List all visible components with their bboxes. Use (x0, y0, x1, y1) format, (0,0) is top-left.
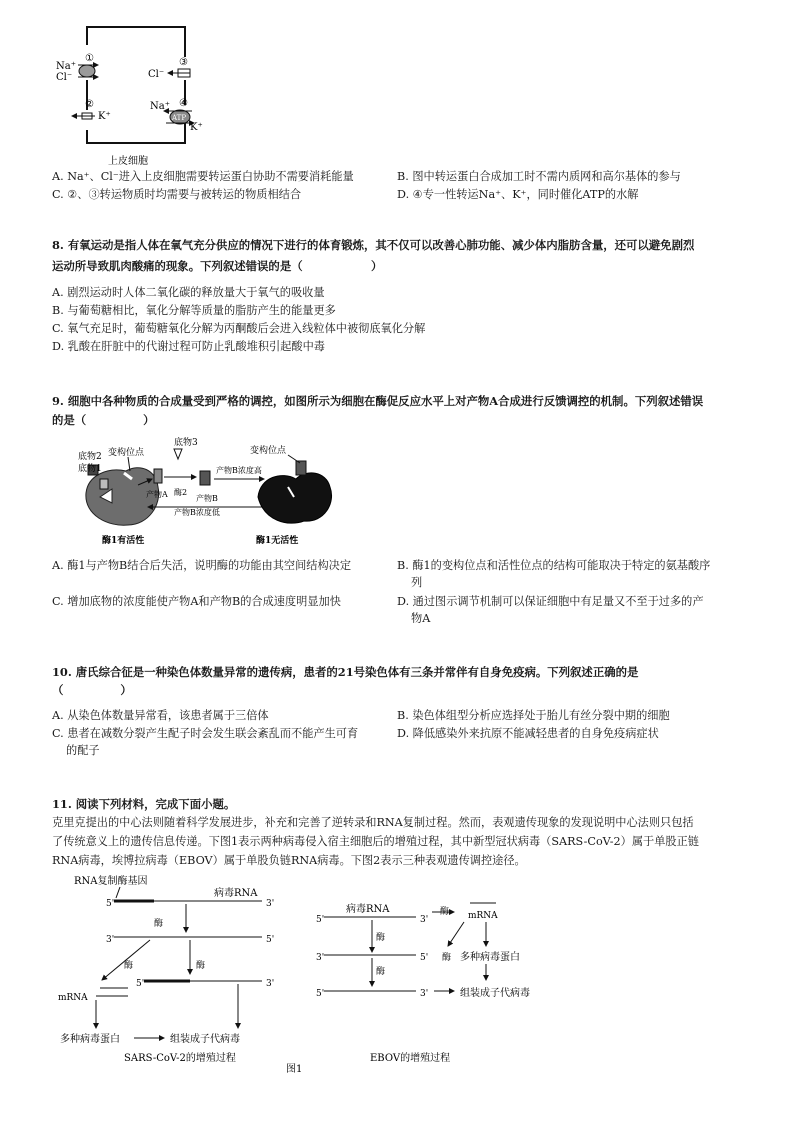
label-4: ④ (179, 98, 188, 109)
q10-option-d: D. 降低感染外来抗原不能减轻患者的自身免疫病症状 (397, 727, 659, 740)
substrate-2 (100, 479, 108, 489)
atp-label: ATP (172, 114, 187, 122)
ebov-enzyme-3: 酶 (440, 907, 450, 917)
q11-stem: 11. 阅读下列材料，完成下面小题。 (52, 797, 236, 811)
sars-3prime-3: 3' (266, 979, 275, 989)
transporter-1 (79, 65, 95, 77)
product-b (200, 471, 210, 485)
sars-proteins-label: 多种病毒蛋白 (60, 1034, 120, 1045)
q9-option-d-line2: 物A (411, 612, 431, 625)
enzyme-feedback-figure (78, 435, 378, 547)
sars-enzyme-3: 酶 (196, 961, 206, 971)
ebov-5prime-1: 5' (316, 915, 325, 925)
low-label: 产物B浓度低 (174, 508, 220, 517)
sars-enzyme-1: 酶 (154, 919, 164, 929)
cl-right: Cl⁻ (148, 69, 165, 80)
product-a (154, 469, 162, 483)
enzyme2-label: 酶2 (174, 488, 188, 497)
label-3: ③ (179, 57, 188, 68)
virus-rna-label-sars: 病毒RNA (214, 888, 258, 899)
allosteric-left-label: 变构位点 (108, 448, 145, 458)
sars-3prime-1: 3' (266, 899, 275, 909)
q9-option-d-line1: D. 通过图示调节机制可以保证细胞中有足量又不至于过多的产 (397, 595, 704, 608)
bound-product-b (296, 461, 306, 475)
q8-option-c: C. 氧气充足时，葡萄糖氧化分解为丙酮酸后会进入线粒体中被彻底氧化分解 (52, 322, 426, 335)
virus-rna-label-ebov: 病毒RNA (346, 904, 390, 915)
q8-option-a: A. 剧烈运动时人体二氧化碳的释放量大于氧气的吸收量 (52, 286, 325, 299)
q7-option-d: D. ④专一性转运Na⁺、K⁺，同时催化ATP的水解 (397, 188, 639, 201)
sars-5prime-3: 5' (136, 979, 145, 989)
product-b-label: 产物B (196, 494, 218, 503)
cell-outline (87, 27, 185, 143)
inactive-caption: 酶1无活性 (256, 536, 299, 546)
sars-5prime-2: 5' (266, 935, 275, 945)
ebov-assemble-label: 组装成子代病毒 (460, 988, 530, 999)
ebov-3prime-2: 3' (316, 953, 325, 963)
q7-option-c: C. ②、③转运物质时均需要与被转运的物质相结合 (52, 188, 302, 201)
substrate3-label: 底物3 (174, 438, 198, 448)
q10-option-c-line2: 的配子 (66, 744, 100, 757)
active-caption: 酶1有活性 (102, 536, 145, 546)
substrate1-label: 底物1 (78, 464, 102, 474)
q8-option-b: B. 与葡萄糖相比，氧化分解等质量的脂肪产生的能量更多 (52, 304, 336, 317)
sars-caption: SARS-CoV-2的增殖过程 (124, 1053, 236, 1064)
substrate-3 (174, 449, 182, 459)
q9-option-b-line1: B. 酶1的变构位点和活性位点的结构可能取决于特定的氨基酸序 (397, 559, 711, 572)
q8-option-d: D. 乳酸在肝脏中的代谢过程可防止乳酸堆积引起酸中毒 (52, 340, 325, 353)
q8-stem-2: 运动所导致肌肉酸痛的现象。下列叙述错误的是（ ） (52, 259, 383, 273)
q10-stem-2: （ ） (52, 683, 132, 697)
q10-option-b: B. 染色体组型分析应选择处于胎儿有丝分裂中期的细胞 (397, 709, 670, 722)
q9-stem-1: 9. 细胞中各种物质的合成量受到严格的调控，如图所示为细胞在酶促反应水平上对产物A合成进行反馈调控的机制。下列叙述错误 (52, 394, 704, 408)
ebov-5prime-3: 5' (316, 989, 325, 999)
virus-replication-figure (50, 870, 610, 1080)
label-1: ① (85, 53, 94, 64)
q9-option-a: A. 酶1与产物B结合后失活，说明酶的功能由其空间结构决定 (52, 559, 352, 572)
sars-assemble-label: 组装成子代病毒 (170, 1034, 240, 1045)
ebov-mrna-label: mRNA (468, 911, 498, 921)
ebov-enzyme-1: 酶 (376, 933, 386, 943)
label-2: ② (85, 99, 94, 110)
fig1-label: 图1 (286, 1064, 303, 1075)
rdrp-label: RNA复制酶基因 (74, 876, 148, 887)
k-right: K⁺ (190, 122, 203, 133)
sars-mrna-label: mRNA (58, 993, 88, 1003)
q8-stem-1: 8. 有氧运动是指人体在氧气充分供应的情况下进行的体育锻炼，其不仅可以改善心肺功能、减少体内脂肪含量，还可以避免剧烈 (52, 238, 695, 252)
q11-paragraph-2: 了传统意义上的遗传信息传递。下图1表示两种病毒侵入宿主细胞后的增殖过程，其中新型冠状病毒（SARS-CoV-2）属于单股正链 (52, 835, 699, 848)
allosteric-right-label: 变构位点 (250, 446, 287, 456)
product-a-label: 产物A (146, 490, 168, 499)
q9-option-c: C. 增加底物的浓度能使产物A和产物B的合成速度明显加快 (52, 595, 341, 608)
ebov-proteins-label: 多种病毒蛋白 (460, 952, 520, 963)
sars-enzyme-2: 酶 (124, 961, 134, 971)
enzyme1-inactive (258, 473, 332, 523)
ebov-3prime-1: 3' (420, 915, 429, 925)
cl-left: Cl⁻ (56, 72, 73, 83)
ebov-enzyme-4: 酶 (442, 953, 452, 963)
na-right: Na⁺ (150, 101, 170, 112)
sars-5prime-1: 5' (106, 899, 115, 909)
ebov-enzyme-2: 酶 (376, 967, 386, 977)
q11-paragraph-1: 克里克提出的中心法则随着科学发展进步，补充和完善了逆转录和RNA复制过程。然而，表观遗传现象的发现说明中心法则只包括 (52, 816, 694, 829)
ebov-caption: EBOV的增殖过程 (370, 1053, 451, 1064)
k-left: K⁺ (98, 111, 111, 122)
q11-paragraph-3: RNA病毒，埃博拉病毒（EBOV）属于单股负链RNA病毒。下图2表示三种表观遗传调控途径。 (52, 854, 526, 867)
q9-stem-2: 的是（ ） (52, 413, 155, 427)
q9-option-b-line2: 列 (411, 576, 423, 589)
ebov-3prime-3: 3' (420, 989, 429, 999)
ebov-5prime-2: 5' (420, 953, 429, 963)
high-label: 产物B浓度高 (216, 466, 262, 475)
q10-option-a: A. 从染色体数量异常看，该患者属于三倍体 (52, 709, 269, 722)
q10-stem-1: 10. 唐氏综合征是一种染色体数量异常的遗传病，患者的21号染色体有三条并常伴有自身免疫病。下列叙述正确的是 (52, 665, 639, 679)
cell-caption: 上皮细胞 (108, 156, 148, 167)
na-left: Na⁺ (56, 61, 76, 72)
q7-option-a: A. Na⁺、Cl⁻进入上皮细胞需要转运蛋白协助不需要消耗能量 (52, 170, 354, 183)
membrane-transport-figure (50, 25, 220, 170)
substrate2-label: 底物2 (78, 452, 102, 462)
q7-option-b: B. 图中转运蛋白合成加工时不需内质网和高尔基体的参与 (397, 170, 681, 183)
sars-3prime-2: 3' (106, 935, 115, 945)
q10-option-c-line1: C. 患者在减数分裂产生配子时会发生联会紊乱而不能产生可育 (52, 727, 359, 740)
